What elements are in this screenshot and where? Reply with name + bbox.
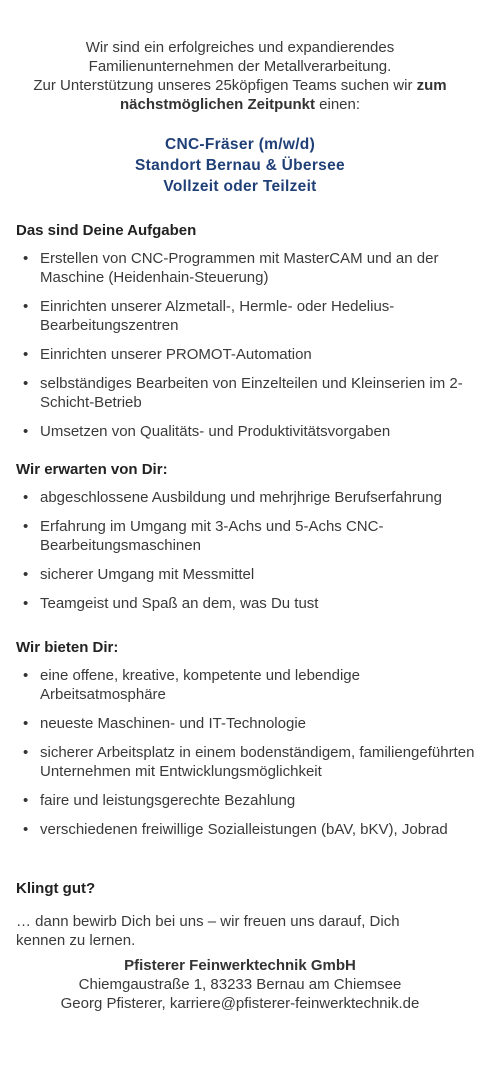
list-item: • Einrichten unserer Alzmetall-, Hermle- oder Hedelius-Bearbeitungszentren [16, 297, 476, 335]
closing-text: … dann bewirb Dich bei uns – wir freuen uns darauf, Dich kennen zu lernen. [16, 913, 400, 949]
position-location: Standort Bernau & Übersee [135, 157, 345, 174]
list-item: • Einrichten unserer PROMOT-Automation [16, 345, 476, 364]
company-name: Pfisterer Feinwerktechnik GmbH [124, 957, 356, 974]
list-item: • Umsetzen von Qualitäts- und Produktivitätsvorgaben [16, 422, 476, 441]
expect-heading: Wir erwarten von Dir: [16, 461, 168, 478]
company-address: Chiemgaustraße 1, 83233 Bernau am Chiemsee [78, 976, 402, 993]
list-item: • Teamgeist und Spaß an dem, was Du tust [16, 594, 476, 613]
offer-heading: Wir bieten Dir: [16, 639, 119, 656]
list-item: • sicherer Arbeitsplatz in einem bodenständigem, familiengeführten Unternehmen mit Entwicklungsmöglichkeit [16, 743, 476, 781]
list-item: • abgeschlossene Ausbildung und mehrjhrige Berufserfahrung [16, 488, 476, 507]
intro-line-3-bold: zum [416, 77, 447, 94]
closing-heading: Klingt gut? [16, 880, 96, 897]
expect-section [16, 460, 476, 623]
position-hours: Vollzeit oder Teilzeit [163, 178, 317, 195]
position-highlight [0, 134, 480, 197]
intro-line-1: Wir sind ein erfolgreiches und expandierendes [85, 39, 395, 56]
list-item: • Erstellen von CNC-Programmen mit MasterCAM und an der Maschine (Heidenhain-Steuerung) [16, 249, 476, 287]
closing-section [16, 879, 446, 950]
intro-line-3 [10, 76, 470, 95]
offer-list [16, 666, 476, 839]
intro-line-2: Familienunternehmen der Metallverarbeitung. [88, 58, 392, 75]
list-item: • sicherer Umgang mit Messmittel [16, 565, 476, 584]
intro-line-4-bold: nächstmöglichen Zeitpunkt [119, 96, 315, 113]
company-footer [0, 956, 480, 1013]
position-title: CNC-Fräser (m/w/d) [164, 136, 316, 153]
offer-section [16, 638, 476, 849]
intro-line-4-text: einen: [314, 96, 361, 113]
company-contact: Georg Pfisterer, karriere@pfisterer-feinwerktechnik.de [60, 995, 420, 1012]
intro-line-4 [10, 95, 470, 114]
list-item: • faire und leistungsgerechte Bezahlung [16, 791, 476, 810]
expect-list [16, 488, 476, 613]
list-item: • neueste Maschinen- und IT-Technologie [16, 714, 476, 733]
list-item: • verschiedenen freiwillige Sozialleistungen (bAV, bKV), Jobrad [16, 820, 476, 839]
intro-line-3-text: Zur Unterstützung unseres 25köpfigen Teams suchen wir [33, 77, 417, 94]
list-item: • selbständiges Bearbeiten von Einzelteilen und Kleinserien im 2-Schicht-Betrieb [16, 374, 476, 412]
tasks-section [16, 221, 476, 451]
list-item: • Erfahrung im Umgang mit 3-Achs und 5-Achs CNC-Bearbeitungsmaschinen [16, 517, 476, 555]
tasks-heading: Das sind Deine Aufgaben [16, 222, 197, 239]
list-item: • eine offene, kreative, kompetente und lebendige Arbeitsatmosphäre [16, 666, 476, 704]
intro-text [10, 38, 470, 114]
tasks-list [16, 249, 476, 441]
